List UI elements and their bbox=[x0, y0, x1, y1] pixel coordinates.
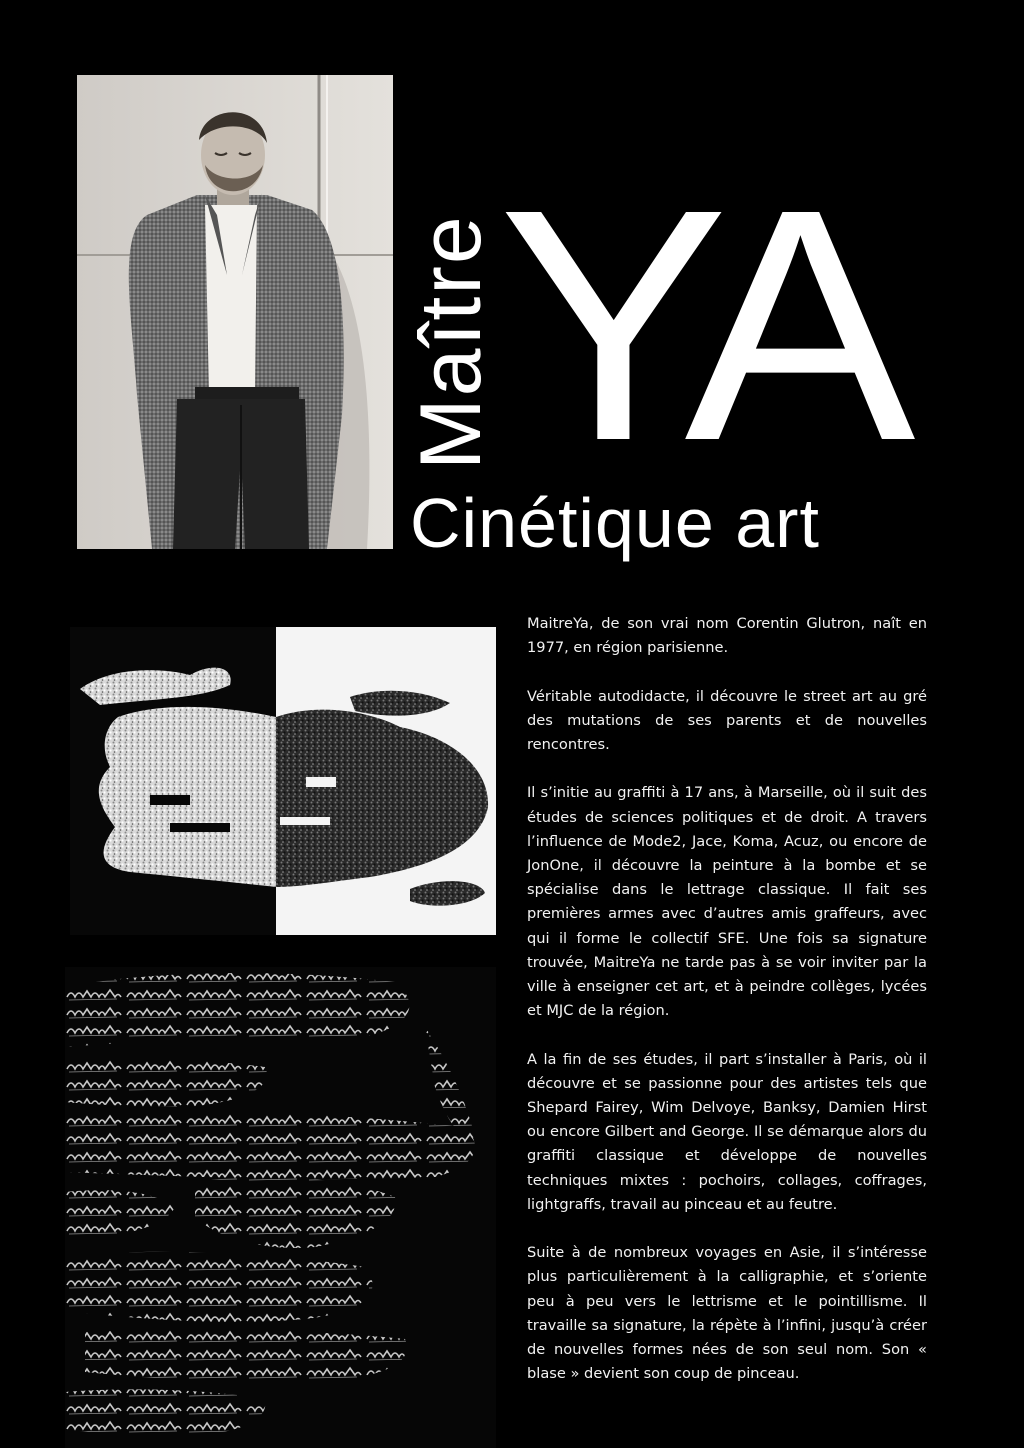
artwork-split-stipple-image bbox=[70, 627, 496, 935]
bio-paragraph: Il s’initie au graffiti à 17 ans, à Marseille, où il suit des études de sciences politiques et de droit. A travers l’influence de Mode2, Jace, Koma, Acuz, ou encore de JonOne, il découvre la peinture à la bombe et se spécialise dans le lettrage classique. Il fait ses premières armes avec d’autres amis graffeurs, avec qui il forme le collectif SFE. Une fois sa signature trouvée, MaitreYa ne tarde pas à se voir inviter par la ville à enseigner cet art, et à peindre collèges, lycées et MJC de la région. bbox=[527, 784, 927, 1020]
bio-paragraph: MaitreYa, de son vrai nom Corentin Glutron, naît en 1977, en région parisienne. bbox=[527, 615, 927, 657]
title-ya: YA bbox=[498, 140, 897, 509]
artist-portrait-photo bbox=[77, 75, 393, 549]
bio-paragraph: Véritable autodidacte, il découvre le street art au gré des mutations de ses parents et de nouvelles rencontres. bbox=[527, 687, 927, 753]
biography-text bbox=[527, 612, 927, 1411]
bio-paragraph: Suite à de nombreux voyages en Asie, il s’intéresse plus particulièrement à la calligraphie, et s’oriente peu à peu vers le lettrisme et le pointillisme. Il travaille sa signature, la répète à l’infini, jusqu’à créer de nouvelles formes nées de son seul nom. Son « blase » devient son coup de pinceau. bbox=[527, 1244, 927, 1383]
artwork-lettrism-portrait-image bbox=[65, 967, 496, 1448]
subtitle-cinetique-art: Cinétique art bbox=[410, 484, 820, 562]
title-maitre: Maître bbox=[403, 214, 499, 470]
bio-paragraph: A la fin de ses études, il part s’installer à Paris, où il découvre et se passionne pour des artistes tels que Shepard Fairey, Wim Delvoye, Banksy, Damien Hirst ou encore Gilbert and George. Il se démarque alors du graffiti classique et développe de nouvelles techniques mixtes : pochoirs, collages, coffrages, lightgraffs, travail au pinceau et au feutre. bbox=[527, 1050, 927, 1213]
